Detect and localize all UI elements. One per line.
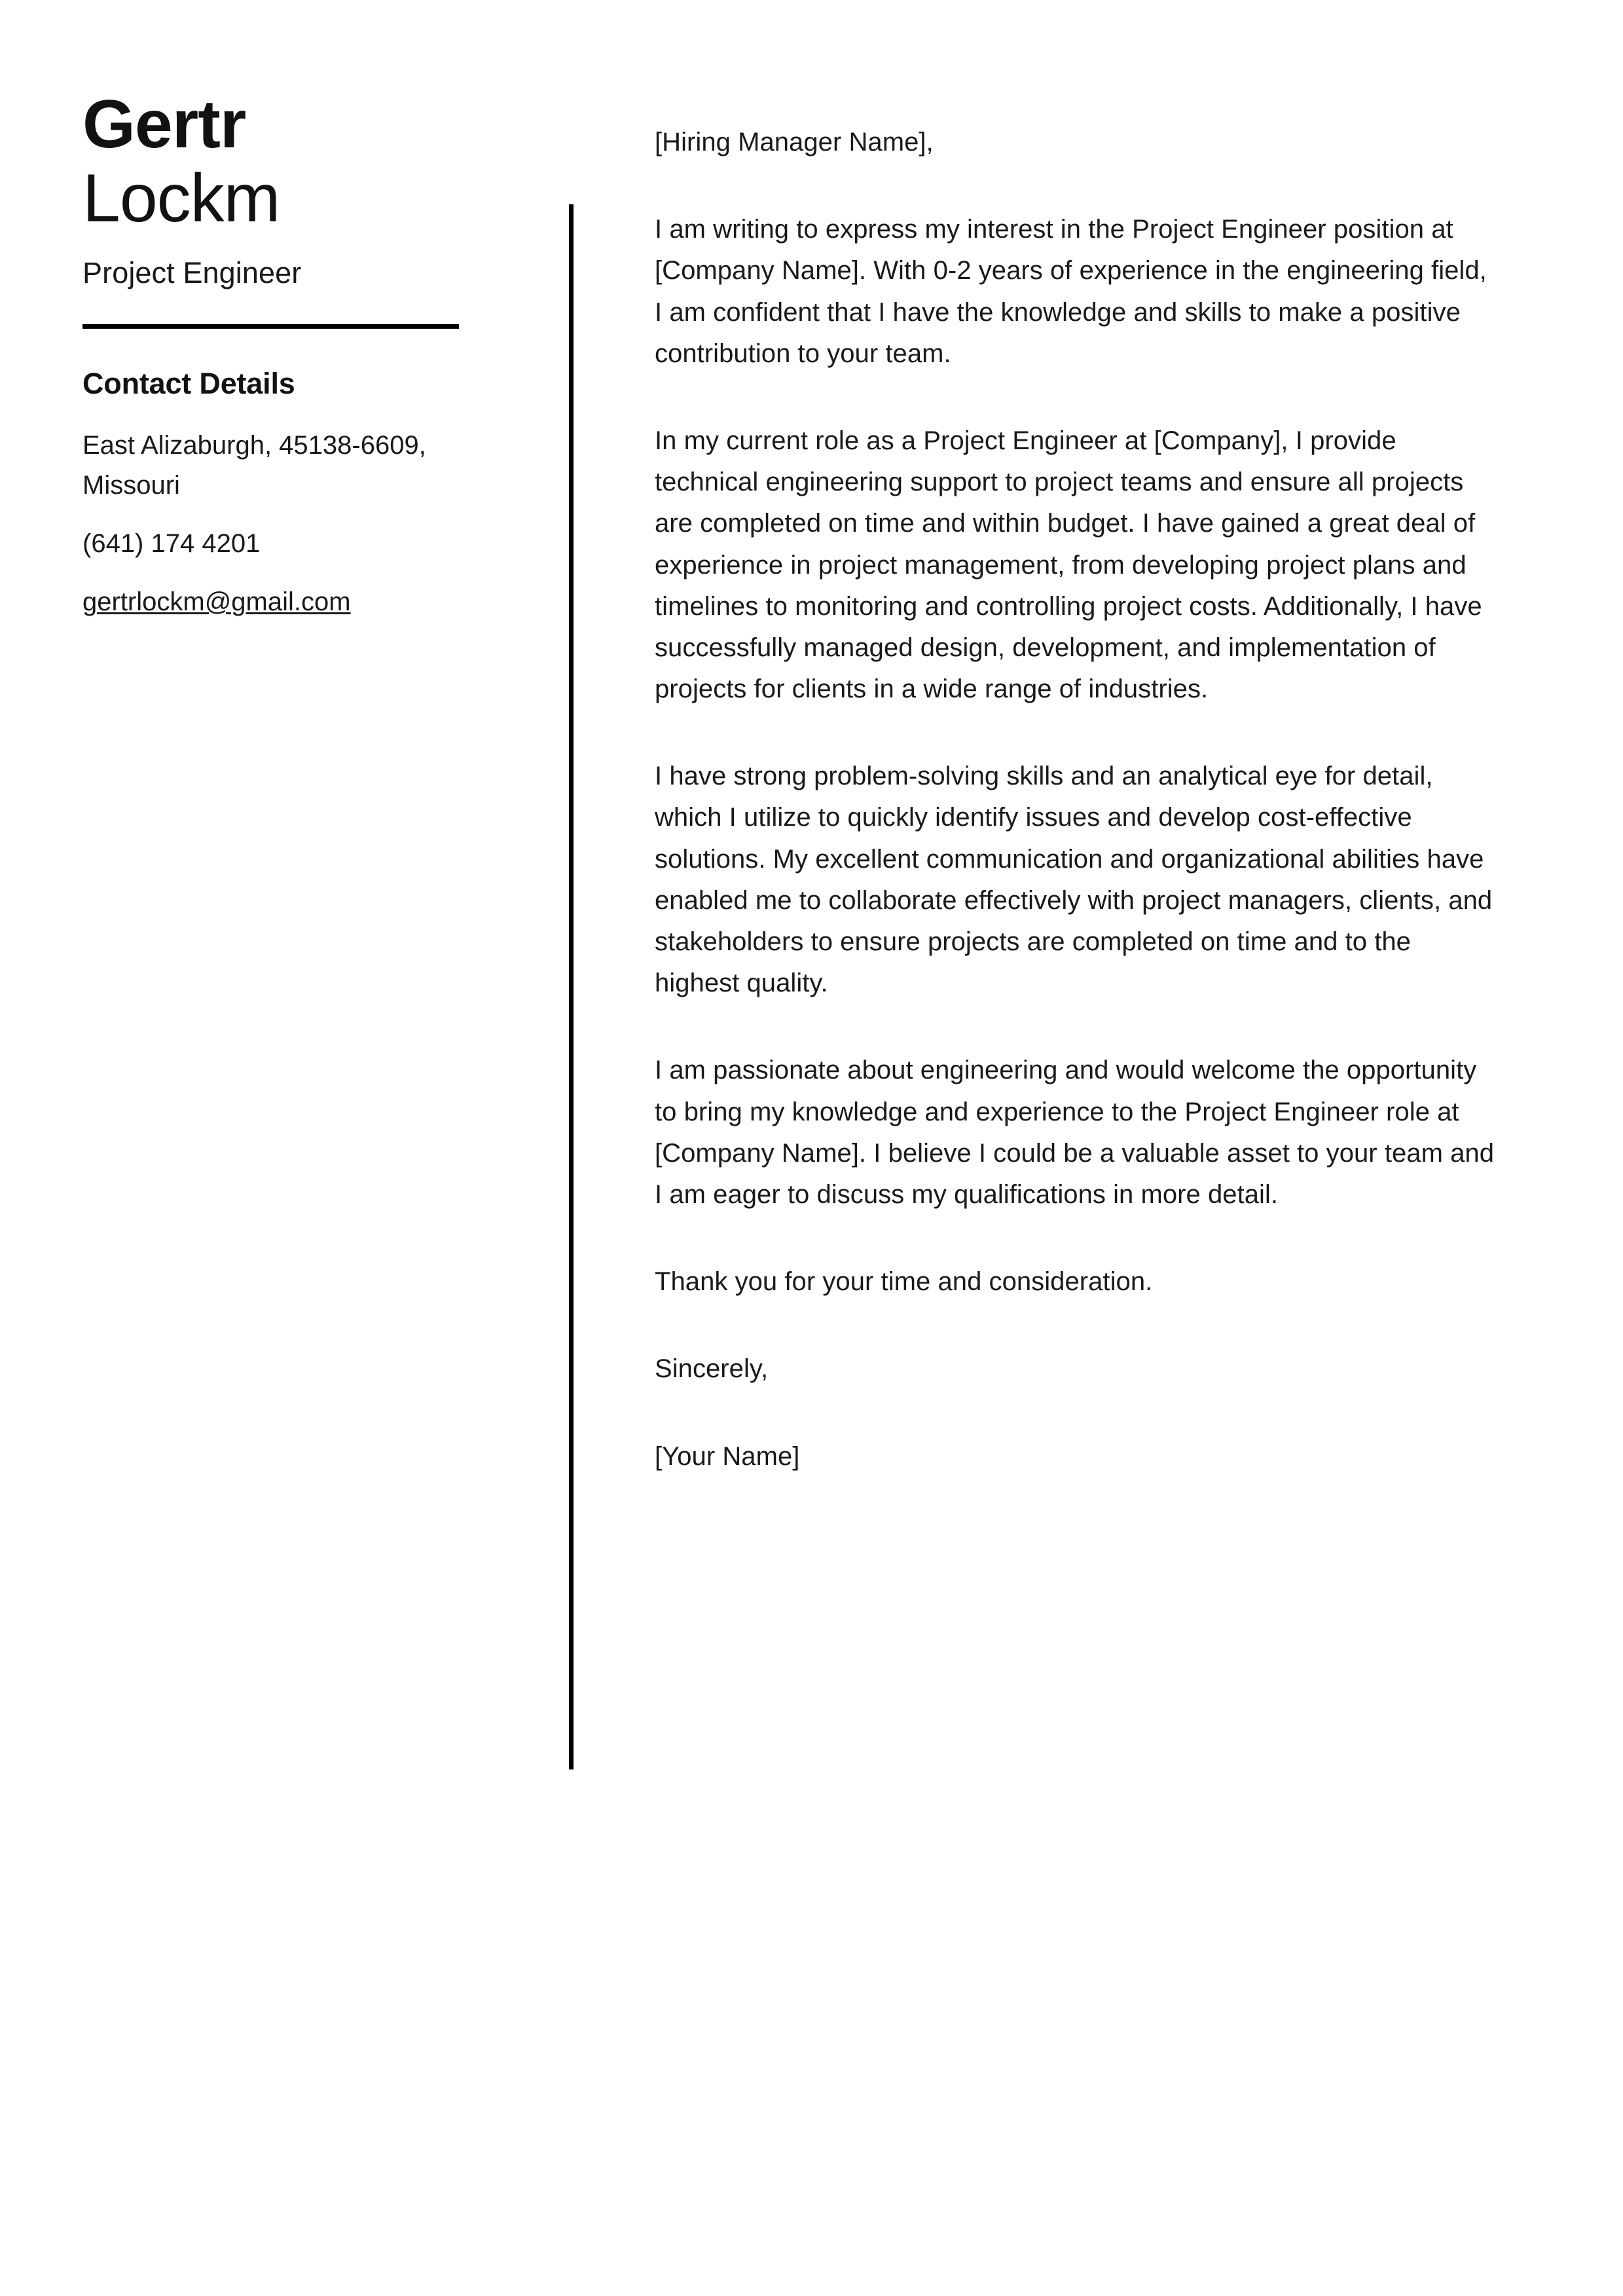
vertical-divider [569,204,574,1769]
letter-paragraph-3: I have strong problem-solving skills and an analytical eye for detail, which I utilize to quickly identify issues and develop cost-effective solutions. My excellent communication and organizational abilities have enabled me to collaborate effectively with project managers, clients, and stakeholders to ensure projects are completed on time and to the highest quality. [655,762,1493,998]
candidate-job-title: Project Engineer [82,256,302,290]
contact-email-link[interactable]: gertrlockm@gmail.com [82,587,351,616]
sidebar [82,85,475,621]
contact-phone: (641) 174 4201 [82,528,261,558]
letter-body [655,122,1498,1477]
contact-address: East Alizaburgh, 45138-6609, Missouri [82,431,426,500]
contact-details-list [82,426,475,621]
contact-email-item [82,582,475,622]
letter-thank-you: Thank you for your time and consideration. [655,1267,1153,1297]
candidate-first-name: Gertr [82,86,246,162]
candidate-last-name: Lockm [82,160,280,236]
letter-closing: Sincerely, [655,1354,769,1384]
sidebar-divider-rule [82,324,459,329]
candidate-name [82,85,475,238]
letter-paragraph-1: I am writing to express my interest in the Project Engineer position at [Company Name]. With 0-2 years of experience in the engineering field, I am confident that I have the knowledge and skills to make a positive contribution to your team. [655,215,1487,368]
letter-signature: [Your Name] [655,1441,800,1471]
contact-details-heading: Contact Details [82,367,295,401]
letter-paragraph-4: I am passionate about engineering and would welcome the opportunity to bring my knowledge and experience to the Project Engineer role at [Company Name]. I believe I could be a valuable asset to your team and I am eager to discuss my qualifications in more detail. [655,1056,1494,1209]
letter-paragraph-2: In my current role as a Project Engineer at [Company], I provide technical engineering support to project teams and ensure all projects are completed on time and within budget. I have gained a great deal of experience in project management, from developing project plans and timelines to monitoring and controlling project costs. Additionally, I have successfully managed design, development, and implementation of projects for clients in a wide range of industries. [655,426,1482,704]
letter-salutation: [Hiring Manager Name], [655,128,934,157]
